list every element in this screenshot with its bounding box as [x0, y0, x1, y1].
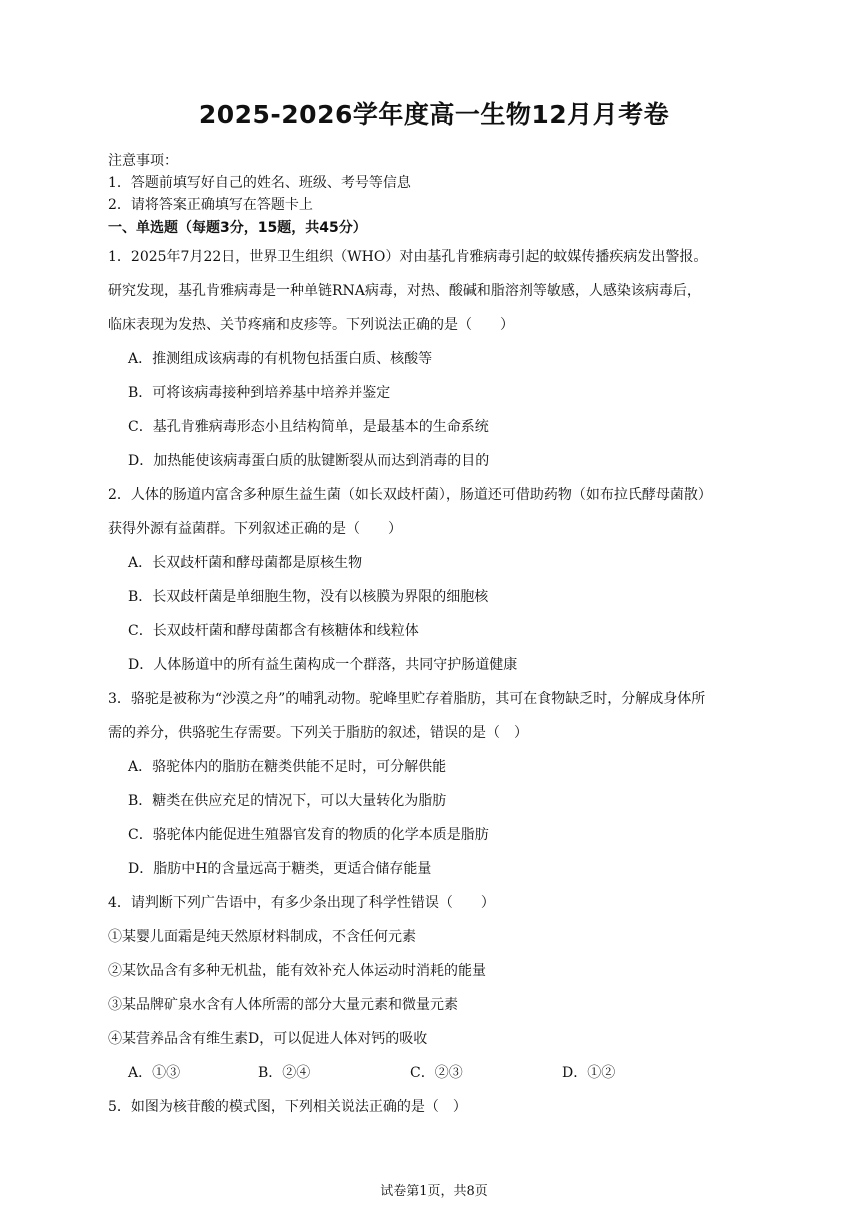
- option-d: D．①②: [562, 1065, 616, 1081]
- option-c: C．长双歧杆菌和酵母菌都含有核糖体和线粒体: [128, 623, 419, 639]
- question-1: [108, 240, 768, 478]
- statement-item: ②某饮品含有多种无机盐，能有效补充人体运动时消耗的能量: [108, 963, 486, 979]
- section-heading: 一、单选题（每题3分，15题，共45分）: [108, 220, 367, 236]
- notice-item: 1．答题前填写好自己的姓名、班级、考号等信息: [108, 175, 411, 191]
- page-footer: 试卷第1页，共8页: [380, 1184, 488, 1199]
- option-b: B．可将该病毒接种到培养基中培养并鉴定: [128, 385, 391, 401]
- option-a: A．骆驼体内的脂肪在糖类供能不足时，可分解供能: [128, 759, 447, 775]
- option-d: D．脂肪中H的含量远高于糖类，更适合储存能量: [128, 861, 432, 877]
- page-title: 2025-2026学年度高一生物12月月考卷: [198, 100, 670, 129]
- notice-heading: 注意事项：: [108, 153, 178, 169]
- option-c: C．骆驼体内能促进生殖器官发育的物质的化学本质是脂肪: [128, 827, 489, 843]
- option-c: C．基孔肯雅病毒形态小且结构简单，是最基本的生命系统: [128, 419, 489, 435]
- statement-item: ①某婴儿面霜是纯天然原材料制成，不含任何元素: [108, 929, 416, 945]
- option-a: A．①③: [128, 1065, 181, 1081]
- option-row: [108, 1056, 768, 1090]
- question-text: 1．2025年7月22日，世界卫生组织（WHO）对由基孔肯雅病毒引起的蚊媒传播疾病发出警报。: [108, 249, 708, 265]
- question-text: 需的养分，供骆驼生存需要。下列关于脂肪的叙述，错误的是（ ）: [108, 725, 528, 741]
- option-d: D．人体肠道中的所有益生菌构成一个群落，共同守护肠道健康: [128, 657, 518, 673]
- statement-item: ③某品牌矿泉水含有人体所需的部分大量元素和微量元素: [108, 997, 458, 1013]
- option-b: B．②④: [258, 1065, 311, 1081]
- question-text: 2．人体的肠道内富含多种原生益生菌（如长双歧杆菌），肠道还可借助药物（如布拉氏酵母菌散）: [108, 487, 712, 503]
- question-2: [108, 478, 768, 682]
- question-text: 研究发现，基孔肯雅病毒是一种单链RNA病毒，对热、酸碱和脂溶剂等敏感，人感染该病毒后，: [108, 283, 701, 299]
- question-text: 3．骆驼是被称为“沙漠之舟”的哺乳动物。驼峰里贮存着脂肪，其可在食物缺乏时，分解成身体所: [108, 691, 706, 707]
- question-5: [108, 1090, 768, 1124]
- option-a: A．推测组成该病毒的有机物包括蛋白质、核酸等: [128, 351, 433, 367]
- question-text: 4．请判断下列广告语中，有多少条出现了科学性错误（ ）: [108, 895, 495, 911]
- option-a: A．长双歧杆菌和酵母菌都是原核生物: [128, 555, 363, 571]
- question-text: 获得外源有益菌群。下列叙述正确的是（ ）: [108, 521, 402, 537]
- question-text: 5．如图为核苷酸的模式图，下列相关说法正确的是（ ）: [108, 1099, 467, 1115]
- option-b: B．长双歧杆菌是单细胞生物，没有以核膜为界限的细胞核: [128, 589, 489, 605]
- question-text: 临床表现为发热、关节疼痛和皮疹等。下列说法正确的是（ ）: [108, 317, 514, 333]
- question-3: [108, 682, 768, 886]
- statement-item: ④某营养品含有维生素D，可以促进人体对钙的吸收: [108, 1031, 428, 1047]
- option-d: D．加热能使该病毒蛋白质的肽键断裂从而达到消毒的目的: [128, 453, 490, 469]
- notice-item: 2．请将答案正确填写在答题卡上: [108, 197, 313, 213]
- option-c: C．②③: [410, 1065, 463, 1081]
- option-b: B．糖类在供应充足的情况下，可以大量转化为脂肪: [128, 793, 447, 809]
- exam-content: [108, 150, 768, 1124]
- question-4: [108, 886, 768, 1090]
